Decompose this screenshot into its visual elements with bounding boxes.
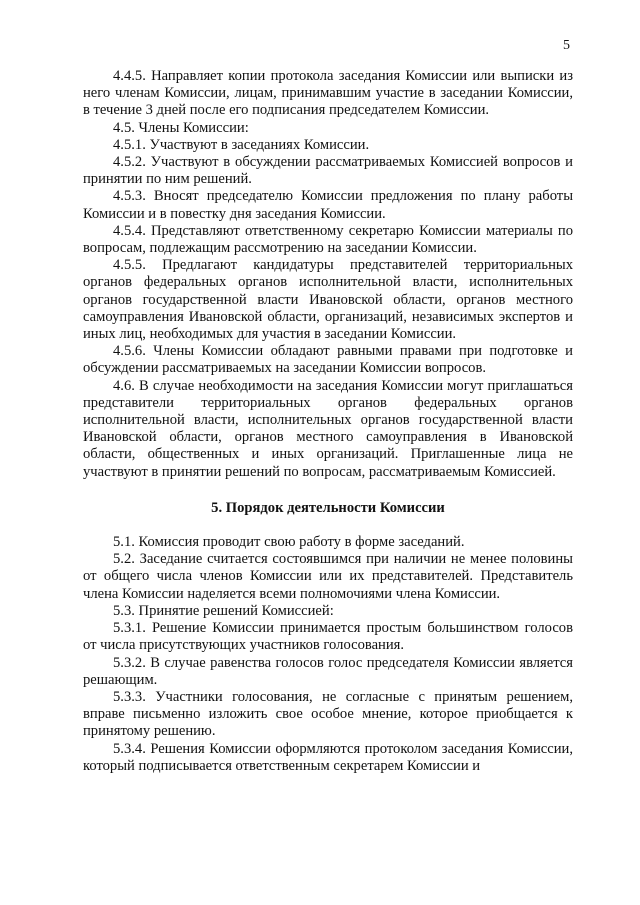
paragraph-4-5-2: 4.5.2. Участвуют в обсуждении рассматриваемых Комиссией вопросов и принятии по ним решений. <box>83 154 573 188</box>
section-heading: 5. Порядок деятельности Комиссии <box>211 499 445 516</box>
paragraph-4-5: 4.5. Члены Комиссии: <box>113 119 249 136</box>
page-number: 5 <box>563 38 570 53</box>
paragraph-4-5-3: 4.5.3. Вносят председателю Комиссии предложения по плану работы Комиссии и в повестку дня заседания Комиссии. <box>83 188 573 222</box>
paragraph-5-3: 5.3. Принятие решений Комиссией: <box>113 602 334 619</box>
document-body <box>83 68 573 775</box>
paragraph-4-5-6: 4.5.6. Члены Комиссии обладают равными правами при подготовке и обсуждении рассматриваемых на заседании Комиссии вопросов. <box>83 343 573 377</box>
paragraph-5-3-2: 5.3.2. В случае равенства голосов голос председателя Комиссии является решающим. <box>83 654 573 688</box>
paragraph-4-5-5: 4.5.5. Предлагают кандидатуры представителей территориальных органов федеральных органов исполнительной власти, исполнительных органов государственной власти Ивановской области, органов местного самоуправления Ивановской области, организаций, независимых экспертов и иных лиц, необходимых для участия в заседании Комиссии. <box>83 257 573 343</box>
paragraph-5-3-1: 5.3.1. Решение Комиссии принимается простым большинством голосов от числа присутствующих участников голосования. <box>83 620 573 654</box>
paragraph-5-1: 5.1. Комиссия проводит свою работу в форме заседаний. <box>113 534 465 551</box>
paragraph-5-2: 5.2. Заседание считается состоявшимся при наличии не менее половины от общего числа членов Комиссии или их представителей. Представитель члена Комиссии наделяется всеми полномочиями члена Комиссии. <box>83 551 573 602</box>
paragraph-4-5-1: 4.5.1. Участвуют в заседаниях Комиссии. <box>113 136 370 153</box>
paragraph-4-4-5: 4.4.5. Направляет копии протокола заседания Комиссии или выписки из него членам Комиссии, лицам, принимавшим участие в заседании Комиссии, в течение 3 дней после его подписания председателем Комиссии. <box>83 68 573 119</box>
paragraph-4-5-4: 4.5.4. Представляют ответственному секретарю Комиссии материалы по вопросам, подлежащим рассмотрению на заседании Комиссии. <box>83 222 573 257</box>
paragraph-5-3-4: 5.3.4. Решения Комиссии оформляются протоколом заседания Комиссии, который подписывается ответственным секретарем Комиссии и <box>83 740 573 774</box>
paragraph-5-3-3: 5.3.3. Участники голосования, не согласные с принятым решением, вправе письменно изложить свое особое мнение, которое приобщается к принятому решению. <box>83 688 573 740</box>
paragraph-4-6: 4.6. В случае необходимости на заседания Комиссии могут приглашаться представители территориальных органов федеральных органов исполнительной власти, исполнительных органов государственной власти Ивановской области, органов местного самоуправления в Ивановской области, общественных и иных организаций. Приглашенные лица не участвуют в принятии решений по вопросам, рассматриваемым Комиссией. <box>83 377 573 480</box>
